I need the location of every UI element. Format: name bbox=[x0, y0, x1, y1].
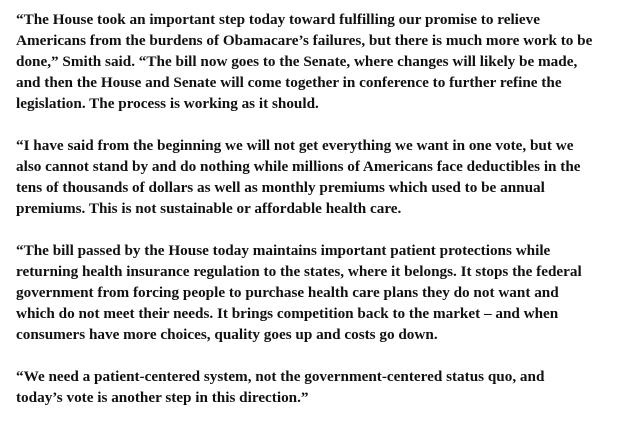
text-line: returning health insurance regulation to the states, where it belongs. It stops the federal bbox=[16, 263, 582, 280]
paragraph-spacer bbox=[16, 114, 636, 135]
text-line: Americans from the burdens of Obamacare’s failures, but there is much more work to be bbox=[16, 32, 593, 49]
text-line: tens of thousands of dollars as well as monthly premiums which used to be annual bbox=[16, 179, 545, 196]
document-body bbox=[16, 9, 636, 408]
text-line: done,” Smith said. “The bill now goes to the Senate, where changes will likely be made, bbox=[16, 53, 578, 70]
paragraph-4 bbox=[16, 366, 636, 408]
text-line: legislation. The process is working as it should. bbox=[16, 95, 319, 112]
text-line: “The House took an important step today toward fulfilling our promise to relieve bbox=[16, 11, 540, 28]
text-line: consumers have more choices, quality goes up and costs go down. bbox=[16, 326, 438, 343]
paragraph-3 bbox=[16, 240, 636, 345]
paragraph-1 bbox=[16, 9, 636, 114]
text-line: today’s vote is another step in this direction.” bbox=[16, 389, 309, 406]
text-line: government from forcing people to purchase health care plans they do not want and bbox=[16, 284, 559, 301]
text-line: which do not meet their needs. It brings competition back to the market – and when bbox=[16, 305, 559, 322]
text-line: also cannot stand by and do nothing while millions of Americans face deductibles in the bbox=[16, 158, 581, 175]
text-line: “I have said from the beginning we will not get everything we want in one vote, but we bbox=[16, 137, 574, 154]
text-line: “We need a patient-centered system, not the government-centered status quo, and bbox=[16, 368, 545, 385]
paragraph-spacer bbox=[16, 345, 636, 366]
text-line: and then the House and Senate will come together in conference to further refine the bbox=[16, 74, 562, 91]
text-line: “The bill passed by the House today maintains important patient protections while bbox=[16, 242, 551, 259]
paragraph-2 bbox=[16, 135, 636, 219]
paragraph-spacer bbox=[16, 219, 636, 240]
text-line: premiums. This is not sustainable or affordable health care. bbox=[16, 200, 402, 217]
